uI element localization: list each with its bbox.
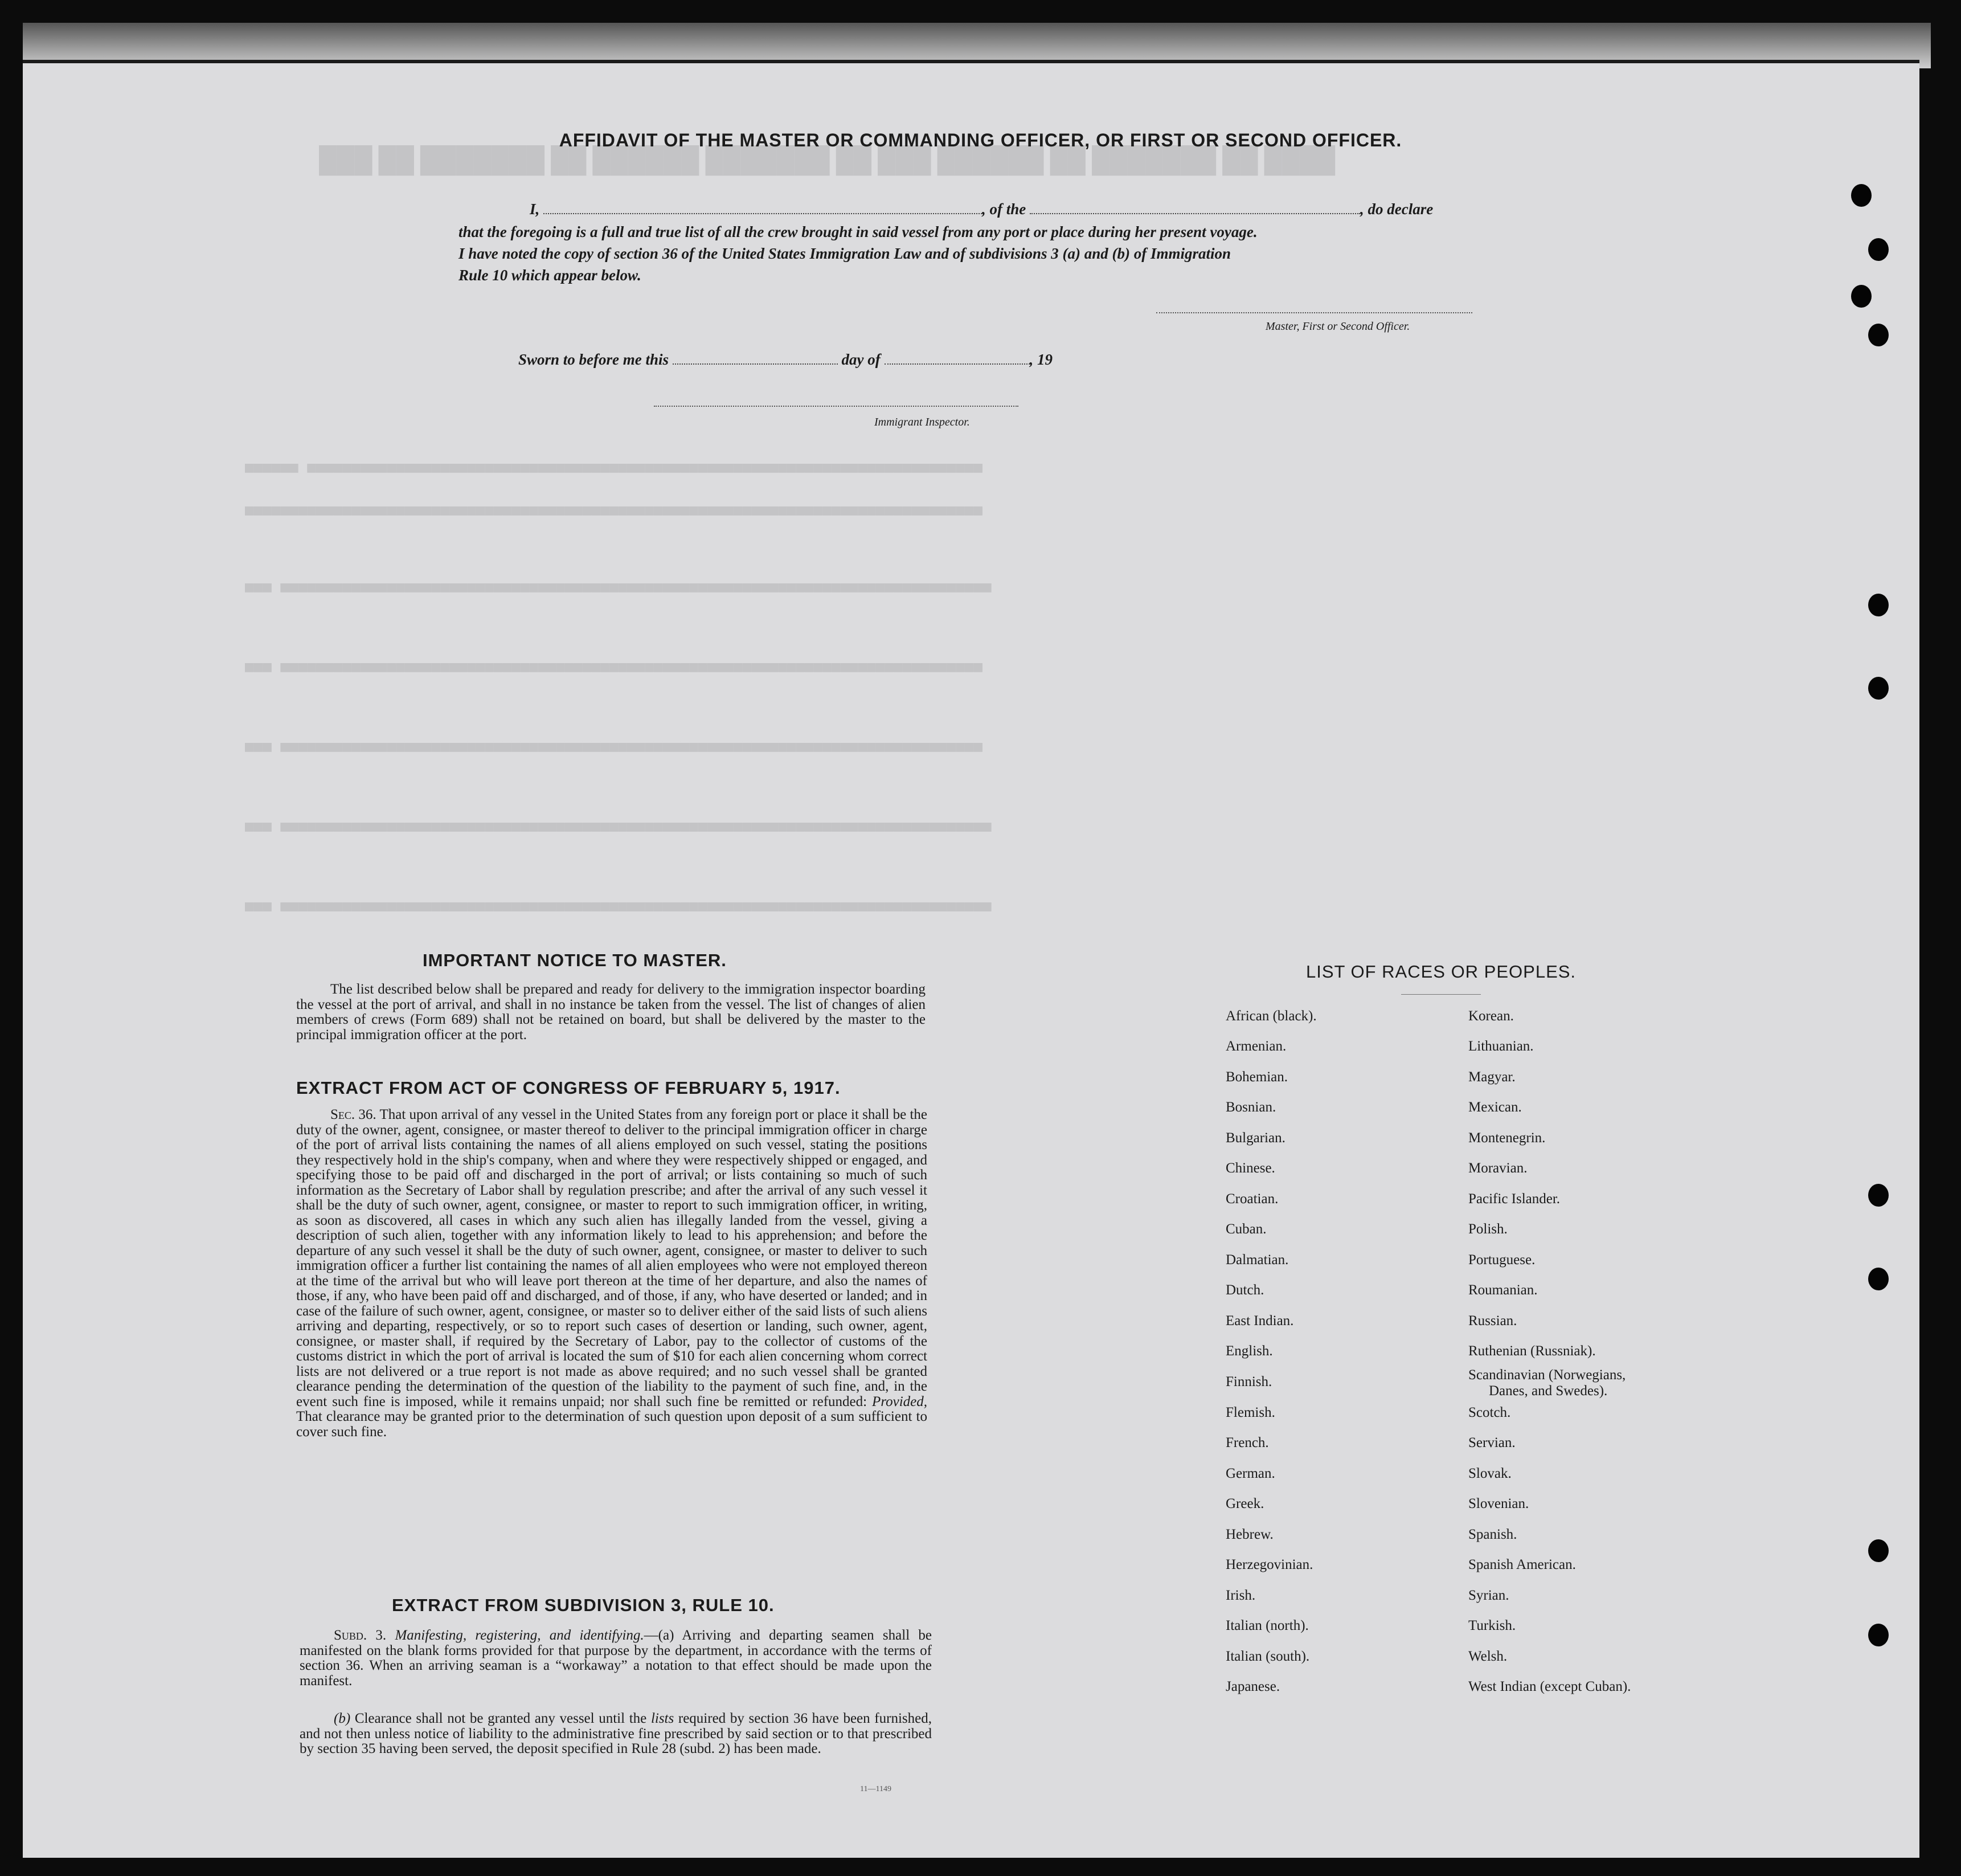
notice-text: The list described below shall be prepared and ready for delivery to the immigration inspector boarding the vessel at the port of arrival, and shall in no instance be taken from the vessel. The list of changes of alien members of crews (Form 689) shall not be retained on board, but shall be delivered by the master to the principal immigration officer at the port. [296, 982, 926, 1043]
race-item: Spanish. [1468, 1527, 1517, 1542]
sworn-line [518, 351, 1053, 369]
inspector-signature-line[interactable] [654, 406, 1018, 407]
affidavit-line-2: that the foregoing is a full and true list of all the crew brought in said vessel from any port or place during her present voyage. [458, 223, 1258, 240]
inspector-signature-caption: Immigrant Inspector. [874, 416, 970, 428]
race-item: Montenegrin. [1468, 1130, 1546, 1146]
sec-provided: Provided, [872, 1393, 928, 1409]
act-heading: EXTRACT FROM ACT OF CONGRESS OF FEBRUARY 5, 1917. [296, 1078, 841, 1098]
race-item: English. [1226, 1343, 1273, 1359]
subd-a-text: —(a) Arriving and departing seamen shall be manifested on the blank forms provided for that purpose by the department, in accordance with the terms of section 36. When an arriving seaman is a “workaway” a notation to that effect should be made upon the manifest. [300, 1628, 932, 1689]
race-item: Armenian. [1226, 1039, 1287, 1054]
race-item: Finnish. [1226, 1374, 1272, 1389]
subd-title: Manifesting, registering, and identifying. [395, 1628, 644, 1643]
race-item: Italian (south). [1226, 1649, 1310, 1664]
race-item: Dutch. [1226, 1282, 1264, 1298]
subd-b-text-2: required by section 36 have been furnished, and not then unless notice of liability to the administrative fine prescribed by said section or to that prescribed by section 35 having been served, the deposit specified in Rule 28 (subd. 2) has been made. [300, 1711, 932, 1756]
race-item: Ruthenian (Russniak). [1468, 1343, 1596, 1359]
race-item: Portuguese. [1468, 1252, 1536, 1268]
race-item: Polish. [1468, 1221, 1508, 1237]
sworn-day-blank[interactable] [673, 361, 838, 365]
race-item: Italian (north). [1226, 1618, 1309, 1633]
affidavit-i: I, [530, 201, 540, 218]
races-title: LIST OF RACES OR PEOPLES. [1305, 962, 1577, 982]
rule-subd-b [300, 1711, 932, 1757]
race-item: Herzegovinian. [1226, 1557, 1313, 1572]
race-item: French. [1226, 1435, 1269, 1450]
race-item: Cuban. [1226, 1221, 1267, 1237]
race-item: Croatian. [1226, 1191, 1279, 1207]
race-item: Servian. [1468, 1435, 1516, 1450]
master-signature-line[interactable] [1156, 312, 1472, 313]
race-item: Magyar. [1468, 1069, 1516, 1085]
race-item: Scandinavian (Norwegians, [1468, 1367, 1626, 1383]
vessel-blank[interactable] [1030, 211, 1360, 214]
year-label: , 19 [1029, 351, 1053, 368]
race-item: Slovak. [1468, 1466, 1512, 1481]
affidavit-of-the: , of the [982, 201, 1026, 218]
subd-b-lists: lists [650, 1711, 674, 1726]
race-item: Danes, and Swedes). [1489, 1383, 1608, 1399]
race-item: Turkish. [1468, 1618, 1516, 1633]
race-item: West Indian (except Cuban). [1468, 1679, 1631, 1694]
sec-text-end: That clearance may be granted prior to the determination of such question upon deposit of a sum sufficient to cover such fine. [296, 1409, 927, 1440]
race-item: Spanish American. [1468, 1557, 1576, 1572]
race-item: Hebrew. [1226, 1527, 1274, 1542]
sworn-label: Sworn to before me this [518, 351, 669, 368]
race-item: German. [1226, 1466, 1275, 1481]
race-item: Irish. [1226, 1588, 1256, 1603]
affidavit-line-4: Rule 10 which appear below. [458, 267, 641, 284]
subd-b-label: (b) [334, 1711, 351, 1726]
race-item: Roumanian. [1468, 1282, 1538, 1298]
race-item: Syrian. [1468, 1588, 1509, 1603]
race-item: Greek. [1226, 1496, 1264, 1511]
rule-heading: EXTRACT FROM SUBDIVISION 3, RULE 10. [392, 1595, 775, 1615]
act-section-36 [296, 1107, 927, 1440]
notice-heading: IMPORTANT NOTICE TO MASTER. [423, 950, 727, 970]
race-item: Chinese. [1226, 1160, 1275, 1176]
affidavit-line-3: I have noted the copy of section 36 of the United States Immigration Law and of subdivisions 3 (a) and (b) of Immigration [458, 245, 1231, 262]
subd-label: Subd. 3. [334, 1628, 387, 1643]
race-item: Scotch. [1468, 1405, 1511, 1420]
race-item: Slovenian. [1468, 1496, 1529, 1511]
subd-b-text-1: Clearance shall not be granted any vessel until the [354, 1711, 647, 1726]
race-item: East Indian. [1226, 1313, 1294, 1329]
races-title-rule [1401, 994, 1481, 995]
manifest-sheet [23, 60, 1919, 1858]
rule-subd-a [300, 1628, 932, 1689]
race-item: Flemish. [1226, 1405, 1275, 1420]
race-item: Lithuanian. [1468, 1039, 1534, 1054]
race-item: Bosnian. [1226, 1100, 1276, 1115]
race-item: Korean. [1468, 1008, 1514, 1024]
race-item: Russian. [1468, 1313, 1517, 1329]
affidavit-line-1 [530, 201, 1433, 218]
race-item: Japanese. [1226, 1679, 1280, 1694]
race-item: Dalmatian. [1226, 1252, 1289, 1268]
race-item: African (black). [1226, 1008, 1317, 1024]
race-item: Welsh. [1468, 1649, 1508, 1664]
master-signature-caption: Master, First or Second Officer. [1266, 320, 1410, 333]
affidavit-title: AFFIDAVIT OF THE MASTER OR COMMANDING OFFICER, OR FIRST OR SECOND OFFICER. [559, 130, 1402, 150]
form-code: 11—1149 [860, 1785, 891, 1793]
name-blank[interactable] [543, 211, 982, 214]
sec-label: Sec. 36. [330, 1107, 376, 1122]
race-item: Moravian. [1468, 1160, 1528, 1176]
race-item: Pacific Islander. [1468, 1191, 1561, 1207]
affidavit-declare: , do declare [1360, 201, 1434, 218]
sworn-month-blank[interactable] [885, 361, 1030, 365]
race-item: Bohemian. [1226, 1069, 1288, 1085]
race-item: Bulgarian. [1226, 1130, 1286, 1146]
race-item: Mexican. [1468, 1100, 1522, 1115]
sec-text: That upon arrival of any vessel in the United States from any foreign port or place it shall be the duty of the owner, agent, consignee, or master thereof to deliver to the principal immigration officer in charge of the port of arrival lists containing the names of all aliens employed on such vessel, stating the positions they respectively hold in the ship's company, when and where they were respectively shipped or engaged, and specifying those to be paid off and discharged in the port of arrival; or lists containing so much of such information as the Secretary of Labor shall by regulation prescribe; and after the arrival of any such vessel it shall be the duty of such owner, agent, consignee, or master to report to such immigration officer, in writing, as soon as discovered, all cases in which any such alien has illegally landed from the vessel, giving a description of such alien, together with any information likely to lead to his apprehension; and before the departure of any such vessel it shall be the duty of such owner, agent, consignee, or master to deliver to such immigration officer a further list containing the names of all alien employees who were not employed thereon at the time of the arrival but who will leave port thereon at the time of her departure, and also the names of those, if any, who have been paid off and discharged, and of those, if any, who have deserted or landed; and in case of the failure of such owner, agent, consignee, or master so to deliver either of the said lists of such aliens arriving and departing, respectively, or so to report such cases of desertion or landing, such owner, agent, consignee, or master shall, if required by the Secretary of Labor, pay to the collector of customs of the customs district in which the port of arrival is located the sum of $10 for each alien concerning whom correct lists are not delivered or a true report is not made as above required; and no such vessel shall be granted clearance pending the determination of the question of the liability to the payment of such fine, and, in the event such fine is imposed, while it remains unpaid; nor shall such fine be remitted or refunded: [296, 1107, 927, 1409]
day-of-label: day of [841, 351, 881, 368]
